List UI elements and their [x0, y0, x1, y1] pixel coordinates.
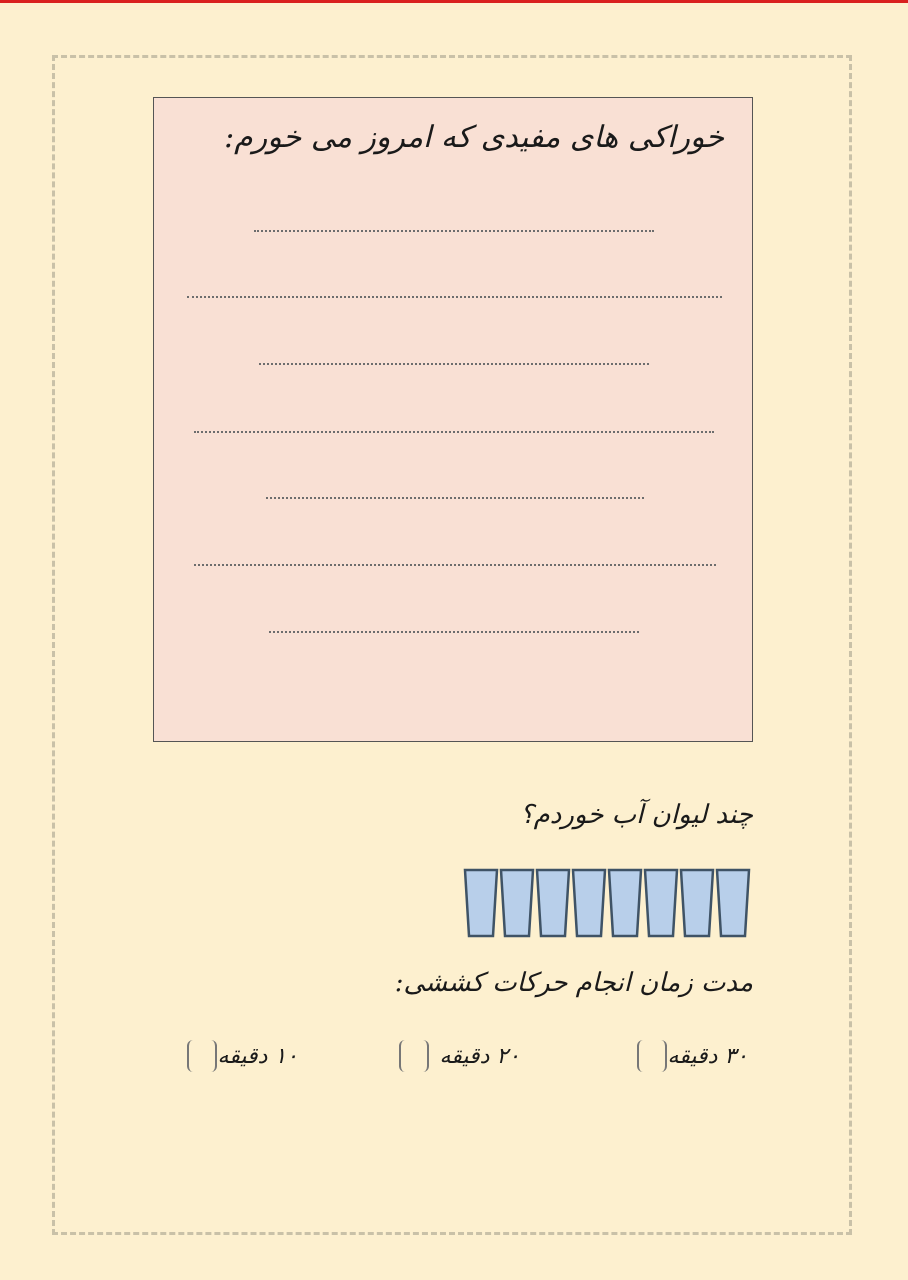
answer-line-5[interactable]	[266, 497, 644, 499]
water-glasses	[463, 868, 753, 940]
glass-icon[interactable]	[681, 870, 713, 936]
answer-line-2[interactable]	[187, 296, 722, 298]
option-20-minutes[interactable]	[399, 1040, 520, 1072]
top-accent-bar	[0, 0, 908, 3]
answer-line-3[interactable]	[259, 363, 649, 365]
glass-icon[interactable]	[573, 870, 605, 936]
glass-icon[interactable]	[609, 870, 641, 936]
glass-icon[interactable]	[465, 870, 497, 936]
glass-icon[interactable]	[645, 870, 677, 936]
water-question: چند لیوان آب خوردم؟	[519, 800, 753, 830]
answer-line-1[interactable]	[254, 230, 654, 232]
food-title: خوراکی های مفیدی که امروز می خورم:	[224, 120, 724, 155]
answer-line-4[interactable]	[194, 431, 714, 433]
food-box	[153, 97, 753, 742]
option-10-minutes[interactable]	[187, 1040, 298, 1072]
option-checkbox[interactable]	[637, 1040, 667, 1072]
option-checkbox[interactable]	[187, 1040, 217, 1072]
option-label: ۲۰ دقیقه	[439, 1043, 520, 1069]
option-30-minutes[interactable]	[637, 1040, 748, 1072]
glass-icon[interactable]	[537, 870, 569, 936]
exercise-question: مدت زمان انجام حرکات کششی:	[394, 968, 753, 998]
option-label: ۳۰ دقیقه	[667, 1043, 748, 1069]
option-checkbox[interactable]	[399, 1040, 429, 1072]
glass-icon[interactable]	[501, 870, 533, 936]
answer-line-7[interactable]	[269, 631, 639, 633]
option-label: ۱۰ دقیقه	[217, 1043, 298, 1069]
answer-line-6[interactable]	[194, 564, 716, 566]
glass-icon[interactable]	[717, 870, 749, 936]
